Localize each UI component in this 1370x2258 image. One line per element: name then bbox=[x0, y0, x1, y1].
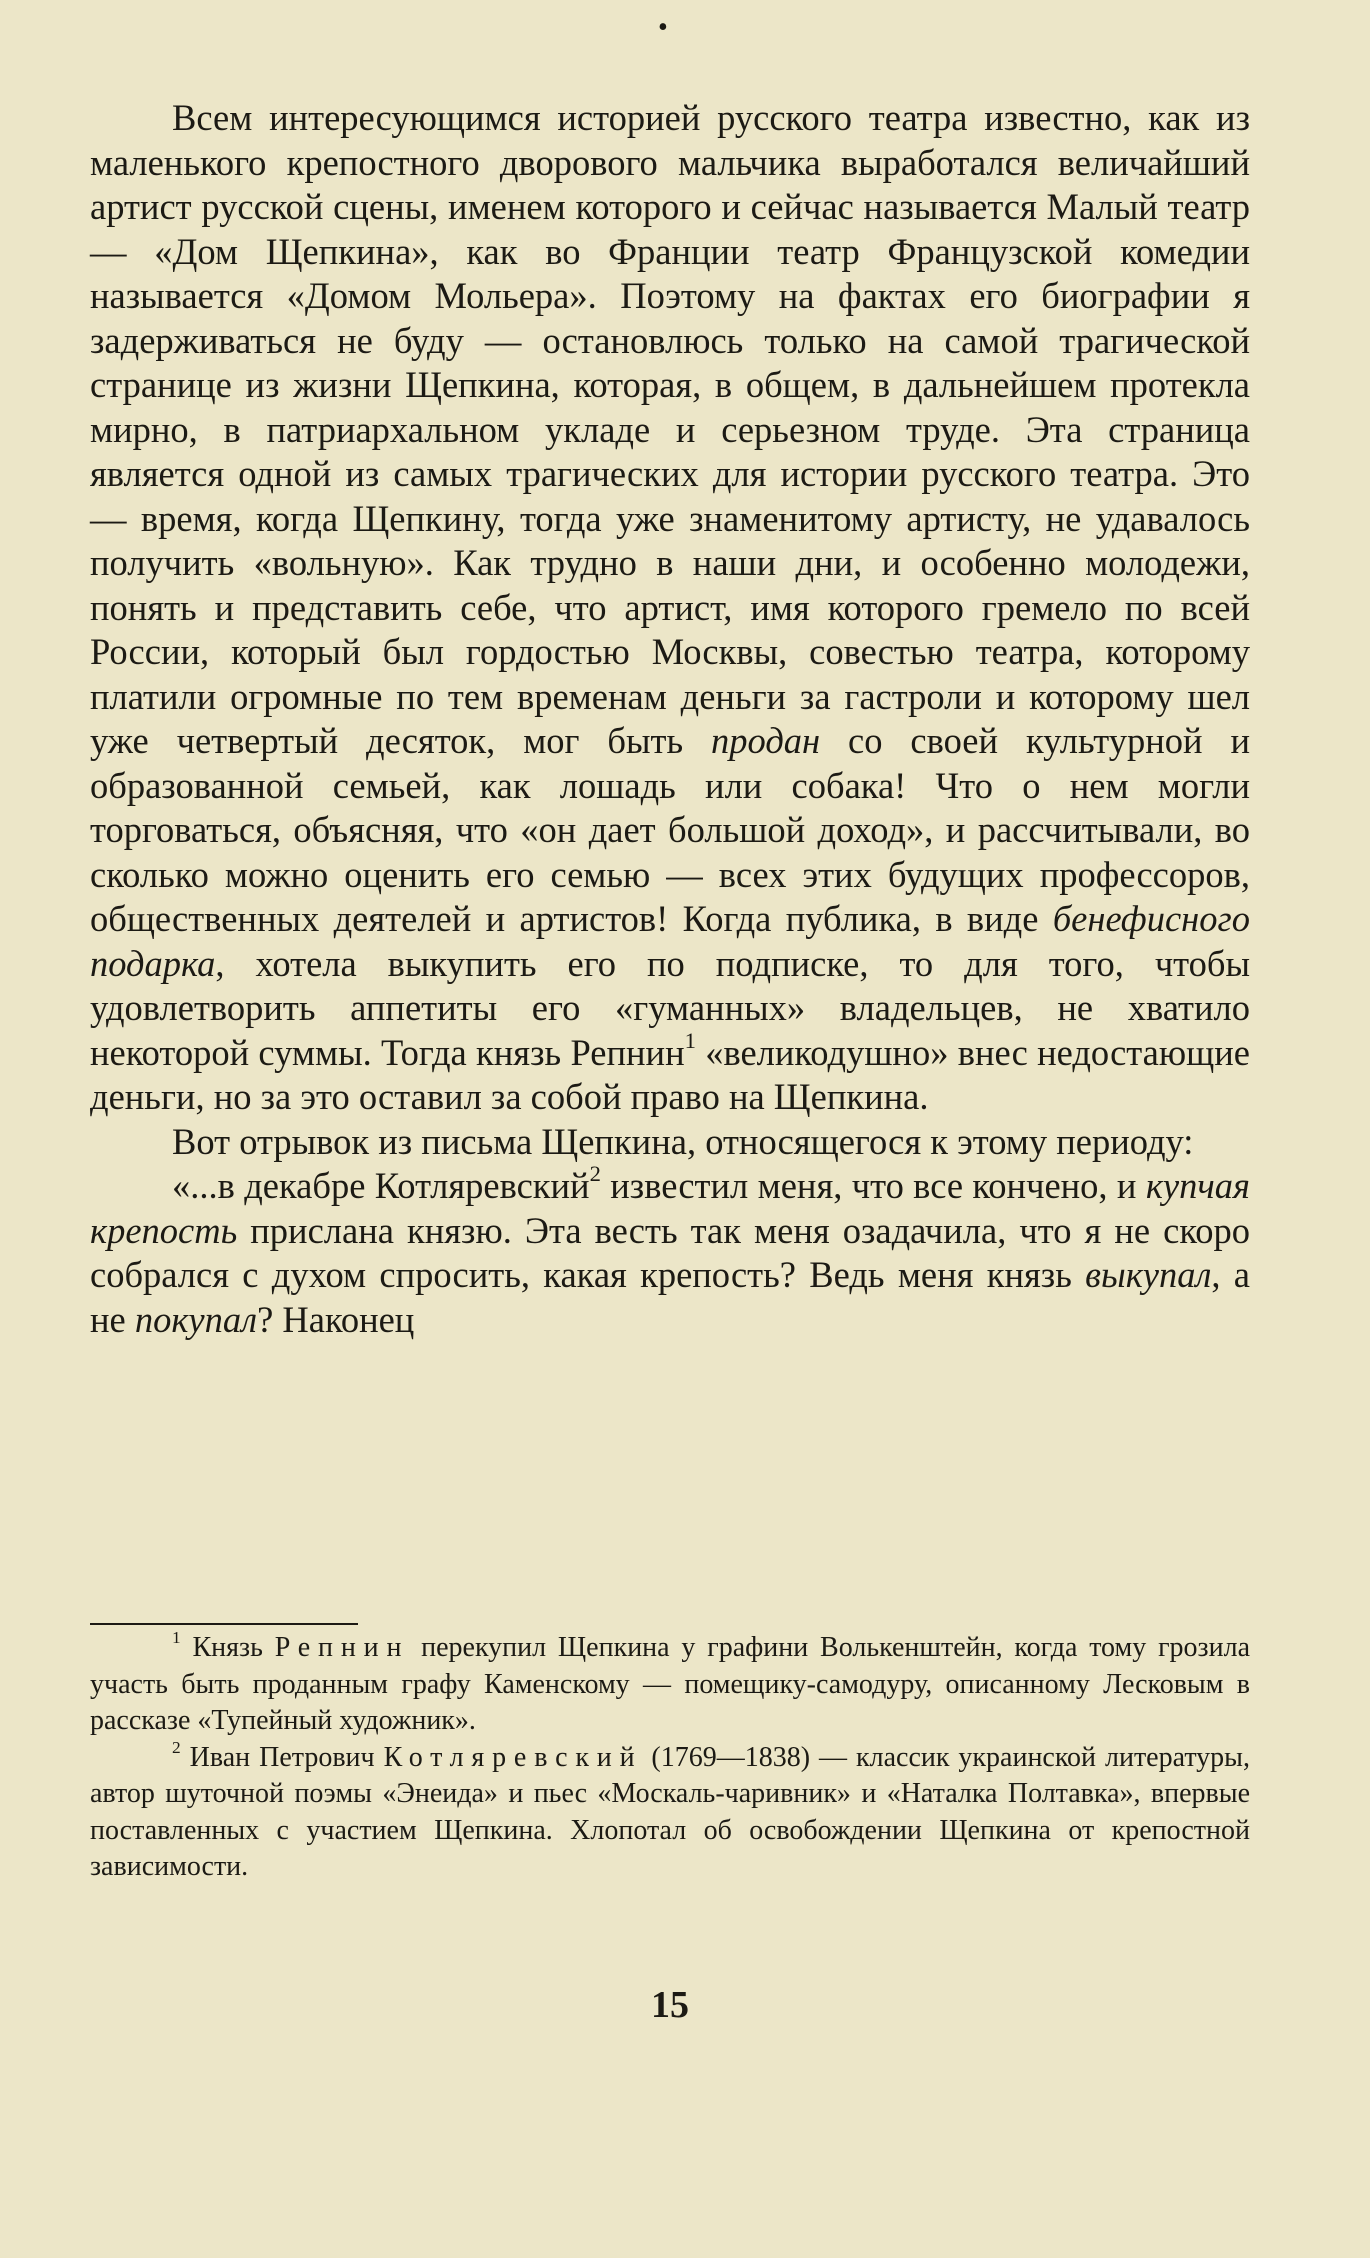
paragraph bbox=[90, 1161, 1250, 1342]
paragraph bbox=[90, 96, 1250, 1120]
footnote-marker: 2 bbox=[172, 1737, 181, 1757]
emphasis-text: продан bbox=[711, 720, 821, 761]
text-run: перекупил Щепкина у графини Волькенштейн, когда тому грозила участь быть проданным графу Каменскому — помещику-самодуру, описанному Лесковым в рассказе «Тупейный художник». bbox=[90, 1632, 1250, 1736]
text-run: Князь bbox=[180, 1632, 275, 1663]
footnote-marker: 2 bbox=[589, 1161, 601, 1187]
footnote bbox=[90, 1627, 1250, 1740]
main-text bbox=[90, 96, 1250, 1342]
page-number: 15 bbox=[651, 1984, 689, 2026]
footnote bbox=[90, 1737, 1250, 1886]
book-page bbox=[90, 0, 1250, 2258]
footnote-rule bbox=[90, 1623, 358, 1625]
text-run: ? Наконец bbox=[257, 1298, 415, 1340]
top-mark: • bbox=[658, 12, 668, 43]
text-run: со своей культурной и образованной семьей, как лошадь или собака! Что о нем могли торговаться, объясняя, что «он дает большой доход», и рассчитывали, во сколько можно оценить его семью — всех этих будущих профессоров, общественных деятелей и артистов! Когда публика, в виде bbox=[90, 720, 1251, 939]
emphasis-text: выкупал bbox=[1085, 1254, 1212, 1295]
footnote-marker: 1 bbox=[172, 1627, 181, 1647]
spaced-name: Котляревский bbox=[383, 1741, 643, 1773]
text-run: Всем интересующимся историей русского театра известно, как из маленького крепостного дворового мальчика выработался величайший артист русской сцены, именем которого и сейчас называется Малый театр — «Дом Щепкина», как во Франции театр Французской комедии называется «Домом Мольера». Поэтому на фактах его биографии я задерживаться не буду — остановлюсь только на самой трагической странице из жизни Щепкина, которая, в общем, в дальнейшем протекла мирно, в патриархальном укладе и серьезном труде. Эта страница является одной из самых трагических для истории русского театра. Это — время, когда Щепкину, тогда уже знаменитому артисту, не удавалось получить «вольную». Как трудно в наши дни, и особенно молодежи, понять и представить себе, что артист, имя которого гремело по всей России, который был гордостью Москвы, совестью театра, которому платили огромные по тем временам деньги за гастроли и которому шел уже четвертый десяток, мог быть bbox=[90, 97, 1250, 761]
text-run: прислана князю. Эта весть так меня озадачила, что я не скоро собрался с духом спросить, какая крепость? Ведь меня князь bbox=[90, 1209, 1250, 1295]
text-run: Вот отрывок из письма Щепкина, относящегося к этому периоду: bbox=[172, 1120, 1194, 1162]
text-run: «великодушно» внес недостающие деньги, но за это оставил за собой право на Щепкина. bbox=[90, 1031, 1250, 1117]
text-run: известил меня, что все кончено, и bbox=[600, 1165, 1146, 1206]
text-run: , а не bbox=[90, 1254, 1250, 1340]
text-run: , хотела выкупить его по подписке, то для того, чтобы удовлетворить аппетиты его «гуманных» владельцев, не хватило некоторой суммы. Тогда князь Репнин bbox=[90, 942, 1250, 1073]
text-run: «...в декабре Котляревский bbox=[172, 1165, 590, 1206]
paragraph bbox=[90, 1120, 1250, 1165]
text-run: (1769—1838) — классик украинской литературы, автор шуточной поэмы «Энеида» и пьес «Москаль-чаривник» и «Наталка Полтавка», впервые поставленных с участием Щепкина. Хлопотал об освобождении Щепкина от крепостной зависимости. bbox=[90, 1741, 1250, 1882]
emphasis-text: покупал bbox=[134, 1298, 258, 1340]
emphasis-text: купчая крепость bbox=[90, 1165, 1250, 1251]
spaced-name: Репнин bbox=[274, 1632, 410, 1663]
text-run: Иван Петрович bbox=[180, 1741, 384, 1773]
footnote-marker: 1 bbox=[684, 1027, 696, 1053]
emphasis-text: бенефисного подарка bbox=[90, 898, 1250, 984]
footnotes bbox=[90, 1627, 1250, 1886]
